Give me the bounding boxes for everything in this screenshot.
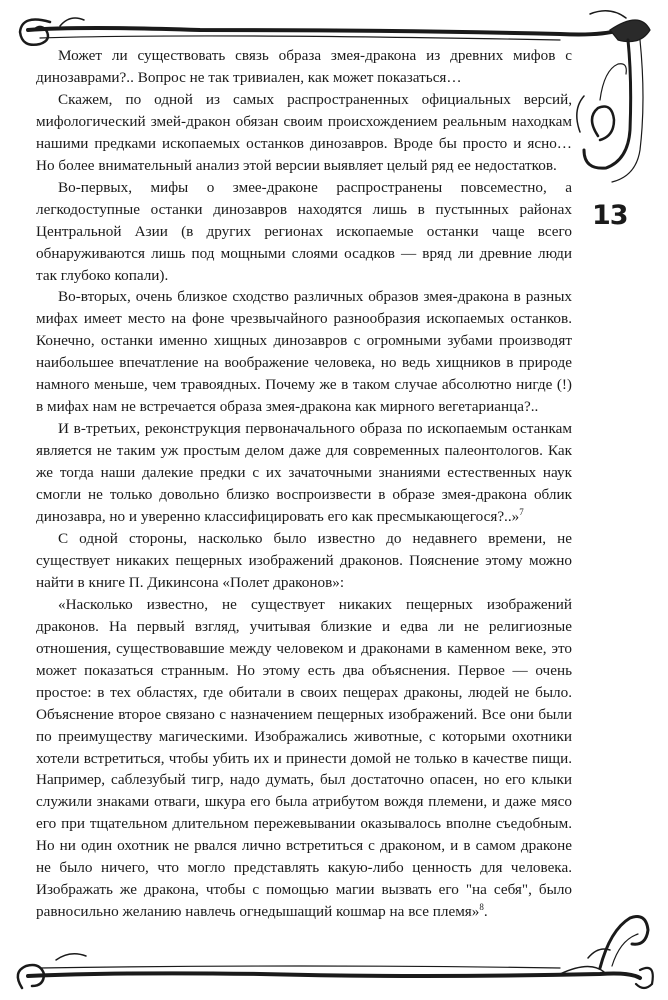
paragraph [36, 177, 572, 287]
body-text [36, 45, 572, 923]
paragraph-text: Может ли существовать связь образа змея-дракона из древних мифов с динозаврами?.. Вопрос не так тривиален, как может показаться… [36, 47, 572, 86]
paragraph-text: Во-первых, мифы о змее-драконе распространены повсеместно, а легкодоступные останки динозавров находятся лишь в пустынных районах Центральной Азии (в других регионах ископаемые останки чаще всего обнаруживаются лишь под мощными слоями осадков — вряд ли древние люди так глубоко копали). [36, 178, 572, 284]
paragraph [36, 528, 572, 594]
paragraph-text: «Насколько известно, не существует никаких пещерных изображений драконов. На первый взгляд, учитывая близкие и едва ли не религиозные отношения, существовавшие между человеком и драконами в каменном веке, это может показаться странным. Но этому есть два объяснения. Первое — очень простое: в тех областях, где обитали в своих пещерах драконы, людей не было. Объяснение второе связано с назначением пещерных изображений. Все они были по преимуществу магическими. Изображались животные, с которыми охотники хотели встретиться, чтобы убить их и принести домой не только в качестве пищи. Например, саблезубый тигр, надо думать, был достаточно опасен, но его клыки служили знаками отваги, шкура его была атрибутом вождя племени, и даже мясо его при тщательном длительном пережевывании оказывалось вполне съедобным. Но ни один охотник не рвался лично встретиться с драконом, и в самом драконе не было ничего, что могло представлять какую-либо ценность для человека. Изображать же дракона, чтобы с помощью магии вызвать его "на себя", было равносильно желанию навлечь огнедышащий кошмар на все племя» [36, 595, 572, 921]
paragraph [36, 89, 572, 177]
footnote-ref: 7 [519, 507, 524, 518]
paragraph-tail: . [483, 903, 488, 921]
page-number: 13 [592, 200, 628, 231]
paragraph [36, 418, 572, 528]
paragraph-text: С одной стороны, насколько было известно до недавнего времени, не существует никаких пещерных изображений драконов. Пояснение этому можно найти в книге П. Дикинсона «Полет драконов»: [36, 529, 572, 591]
paragraph [36, 45, 572, 89]
paragraph-text: Во-вторых, очень близкое сходство различных образов змея-дракона в разных мифах имеет место на фоне чрезвычайного разнообразия ископаемых останков. Конечно, останки именно хищных динозавров с огромными зубами производят наибольшее впечатление на воображение человека, но ведь хищников в природе намного меньше, чем травоядных. Почему же в таком случае абсолютно нигде (!) в мифах нам не встречается образа змея-дракона как мирного вегетарианца?.. [36, 288, 572, 416]
paragraph-text: И в-третьих, реконструкция первоначального образа по ископаемым останкам является не таким уж простым делом даже для современных палеонтологов. Как же тогда наши далекие предки с их зачаточными знаниями естественных наук смогли не только довольно близко воспроизвести в образе змея-дракона облик динозавра, но и уверенно классифицировать его как пресмыкающегося?..» [36, 420, 572, 526]
paragraph-text: Скажем, по одной из самых распространенных официальных версий, мифологический змей-дракон обязан своим происхождением реальным находкам нашими предками ископаемых останков динозавров. Вроде бы просто и ясно… Но более внимательный анализ этой версии выявляет целый ряд ее недостатков. [36, 90, 572, 174]
footnote-ref: 8 [479, 902, 484, 913]
paragraph [36, 594, 572, 923]
paragraph [36, 286, 572, 418]
